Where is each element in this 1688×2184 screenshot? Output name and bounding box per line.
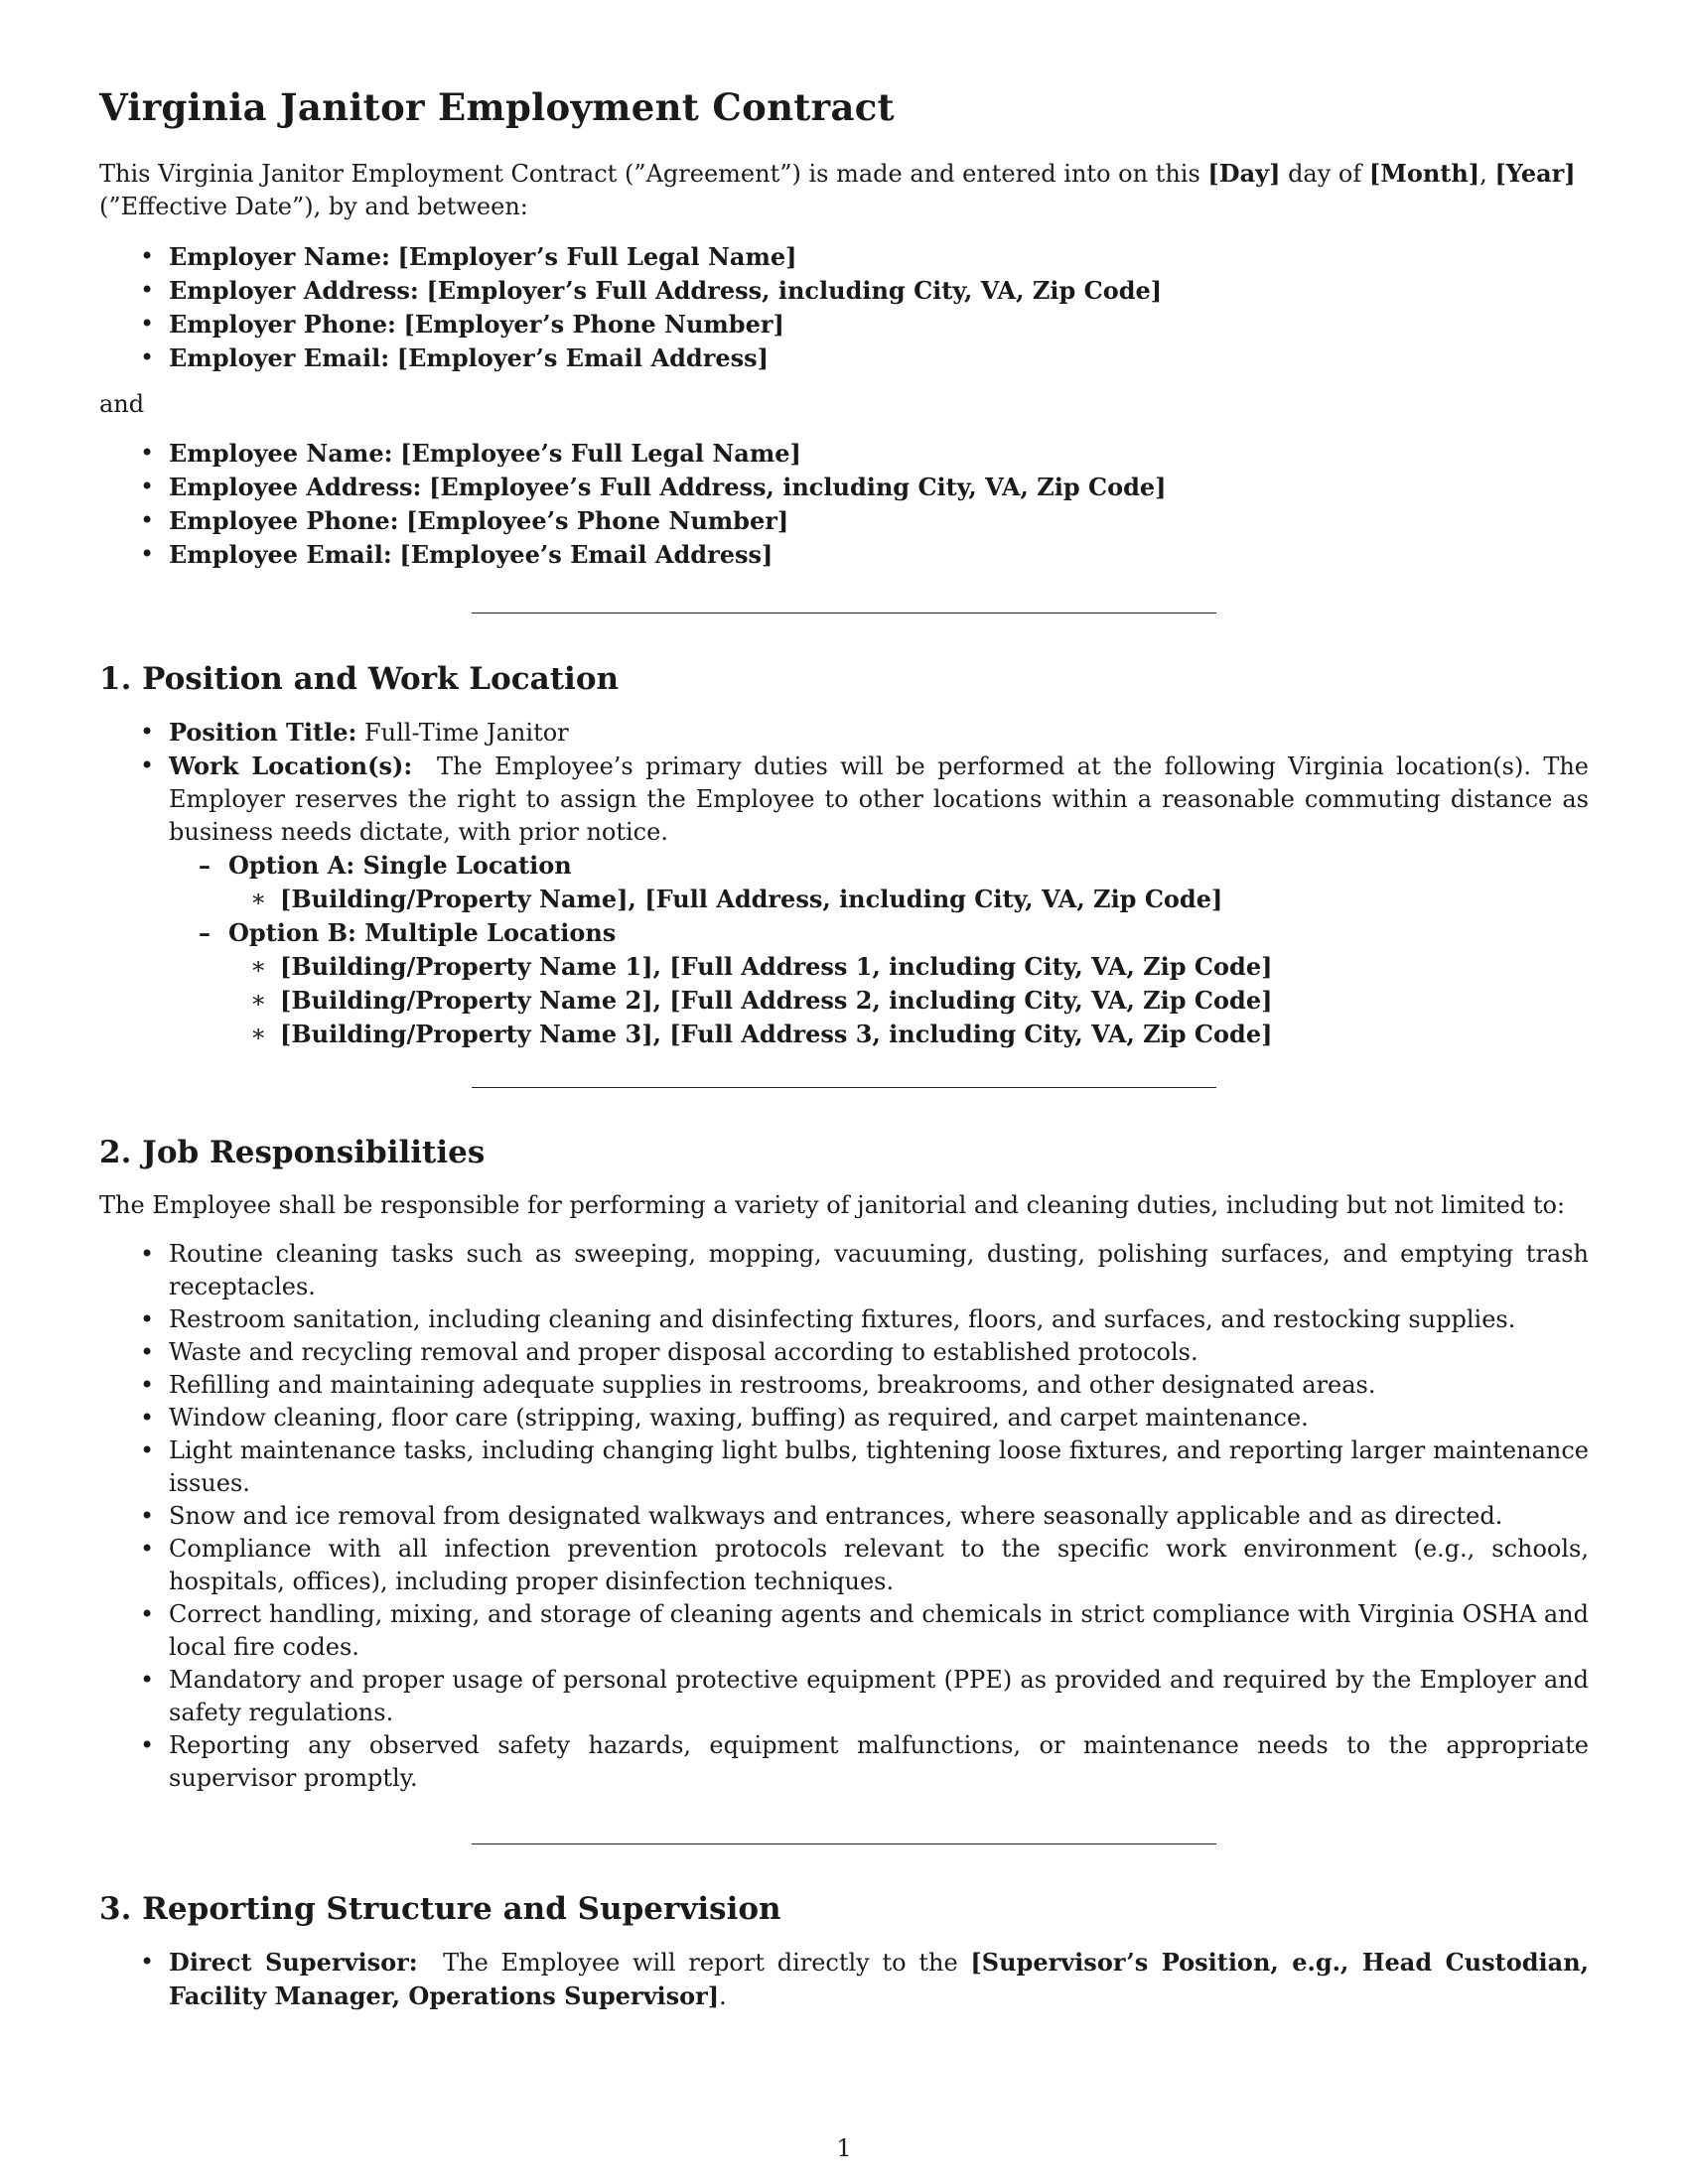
list-item xyxy=(169,849,1589,916)
employee-list xyxy=(99,437,1589,572)
employer-name-value: [Employer’s Full Legal Name] xyxy=(397,242,797,271)
employer-phone-label: Employer Phone: xyxy=(169,310,396,339)
employee-email-label: Employee Email: xyxy=(169,540,392,569)
employer-address-label: Employer Address: xyxy=(169,276,419,305)
list-item: • Compliance with all infection prevention protocols relevant to the specific work environment (e.g., schools, hospitals, offices), including proper disinfection techniques. xyxy=(99,1533,1589,1598)
position-title-value: Full-Time Janitor xyxy=(364,719,569,747)
list-item xyxy=(99,716,1589,750)
list-item xyxy=(169,916,1589,1051)
work-location-text: The Employee’s primary duties will be performed at the following Virginia location(s). The Employer reserves the right to assign the Employee to other locations within a reasonable commuting distance as business needs dictate, with prior notice. xyxy=(169,752,1590,846)
intro-paragraph xyxy=(99,157,1589,223)
option-b-list xyxy=(228,950,1589,1051)
section-3-list xyxy=(99,1946,1589,2013)
list-item xyxy=(228,1018,1589,1051)
intro-day: [Day] xyxy=(1207,159,1281,188)
section-divider xyxy=(472,1087,1216,1088)
list-item: • Window cleaning, floor care (stripping, waxing, buffing) as required, and carpet maintenance. xyxy=(99,1402,1589,1434)
section-2-heading: 2. Job Responsibilities xyxy=(99,1135,486,1170)
direct-supervisor-label: Direct Supervisor: xyxy=(169,1948,418,1977)
list-item xyxy=(99,471,1589,504)
list-item: • Snow and ice removal from designated walkways and entrances, where seasonally applicable and as directed. xyxy=(99,1500,1589,1533)
option-a-list xyxy=(228,883,1589,916)
employer-email-value: [Employer’s Email Address] xyxy=(396,343,769,372)
list-item xyxy=(99,504,1589,538)
and-text: and xyxy=(99,390,145,418)
intro-text-3: , xyxy=(1479,160,1495,188)
direct-supervisor-end: . xyxy=(719,1982,727,2010)
list-item: • Mandatory and proper usage of personal protective equipment (PPE) as provided and required by the Employer and safety regulations. xyxy=(99,1664,1589,1729)
list-item: • Reporting any observed safety hazards, equipment malfunctions, or maintenance needs to the appropriate supervisor promptly. xyxy=(99,1729,1589,1795)
list-item xyxy=(228,984,1589,1018)
employee-address-value: [Employee’s Full Address, including City, VA, Zip Code] xyxy=(429,473,1167,501)
list-item: • Restroom sanitation, including cleaning and disinfecting fixtures, floors, and surfaces, and restocking supplies. xyxy=(99,1303,1589,1336)
list-item xyxy=(99,274,1589,308)
intro-text-1: This Virginia Janitor Employment Contract (”Agreement”) is made and entered into on this xyxy=(99,160,1208,188)
intro-text-4: (”Effective Date”), by and between: xyxy=(99,193,528,220)
option-a-label: Option A: Single Location xyxy=(228,851,572,880)
list-item: • Refilling and maintaining adequate supplies in restrooms, breakrooms, and other designated areas. xyxy=(99,1369,1589,1402)
list-item xyxy=(99,750,1589,1051)
section-divider xyxy=(472,613,1216,614)
employee-phone-label: Employee Phone: xyxy=(169,506,399,535)
list-item: • Correct handling, mixing, and storage of cleaning agents and chemicals in strict compliance with Virginia OSHA and local fire codes. xyxy=(99,1598,1589,1664)
list-item xyxy=(99,240,1589,274)
employee-phone-value: [Employee’s Phone Number] xyxy=(406,506,789,535)
option-a-location: [Building/Property Name], [Full Address, including City, VA, Zip Code] xyxy=(280,885,1223,913)
section-divider xyxy=(472,1843,1216,1844)
location-options xyxy=(169,849,1589,1051)
list-item xyxy=(99,308,1589,341)
page-number: 1 xyxy=(836,2134,852,2162)
intro-month: [Month] xyxy=(1368,159,1480,188)
intro-text-2: day of xyxy=(1280,160,1369,188)
intro-year: [Year] xyxy=(1494,159,1576,188)
option-b-location-2: [Building/Property Name 2], [Full Address 2, including City, VA, Zip Code] xyxy=(280,986,1273,1015)
section-1-heading: 1. Position and Work Location xyxy=(99,661,620,697)
section-2-intro: The Employee shall be responsible for performing a variety of janitorial and cleaning duties, including but not limited to: xyxy=(99,1191,1566,1219)
employee-name-value: [Employee’s Full Legal Name] xyxy=(400,439,801,468)
list-item: • Light maintenance tasks, including changing light bulbs, tightening loose fixtures, and reporting larger maintenance issues. xyxy=(99,1434,1589,1500)
employer-phone-value: [Employer’s Phone Number] xyxy=(403,310,784,339)
list-item xyxy=(99,437,1589,471)
employer-email-label: Employer Email: xyxy=(169,343,390,372)
option-b-location-1: [Building/Property Name 1], [Full Address 1, including City, VA, Zip Code] xyxy=(280,952,1273,981)
list-item: • Routine cleaning tasks such as sweeping, mopping, vacuuming, dusting, polishing surfaces, and emptying trash receptacles. xyxy=(99,1238,1589,1303)
employer-list xyxy=(99,240,1589,375)
list-item xyxy=(228,950,1589,984)
section-2-list xyxy=(99,1238,1589,1795)
employee-name-label: Employee Name: xyxy=(169,439,393,468)
option-b-label: Option B: Multiple Locations xyxy=(228,918,617,947)
work-location-label: Work Location(s): xyxy=(169,751,413,780)
direct-supervisor-value: [Supervisor’s Position, e.g., Head Custodian, Facility Manager, Operations Supervisor] xyxy=(169,1948,1589,2010)
list-item xyxy=(99,1946,1589,2013)
position-title-label: Position Title: xyxy=(169,718,357,747)
list-item: • Waste and recycling removal and proper disposal according to established protocols. xyxy=(99,1336,1589,1369)
list-item xyxy=(228,883,1589,916)
employee-email-value: [Employee’s Email Address] xyxy=(399,540,774,569)
section-1-list xyxy=(99,716,1589,1051)
direct-supervisor-text: The Employee will report directly to the xyxy=(443,1949,971,1977)
option-b-location-3: [Building/Property Name 3], [Full Address 3, including City, VA, Zip Code] xyxy=(280,1020,1273,1048)
section-3-heading: 3. Reporting Structure and Supervision xyxy=(99,1891,781,1927)
document-title: Virginia Janitor Employment Contract xyxy=(99,85,895,129)
list-item xyxy=(99,538,1589,572)
employer-address-value: [Employer’s Full Address, including City, VA, Zip Code] xyxy=(426,276,1163,305)
employee-address-label: Employee Address: xyxy=(169,473,422,501)
list-item xyxy=(99,341,1589,375)
employer-name-label: Employer Name: xyxy=(169,242,390,271)
